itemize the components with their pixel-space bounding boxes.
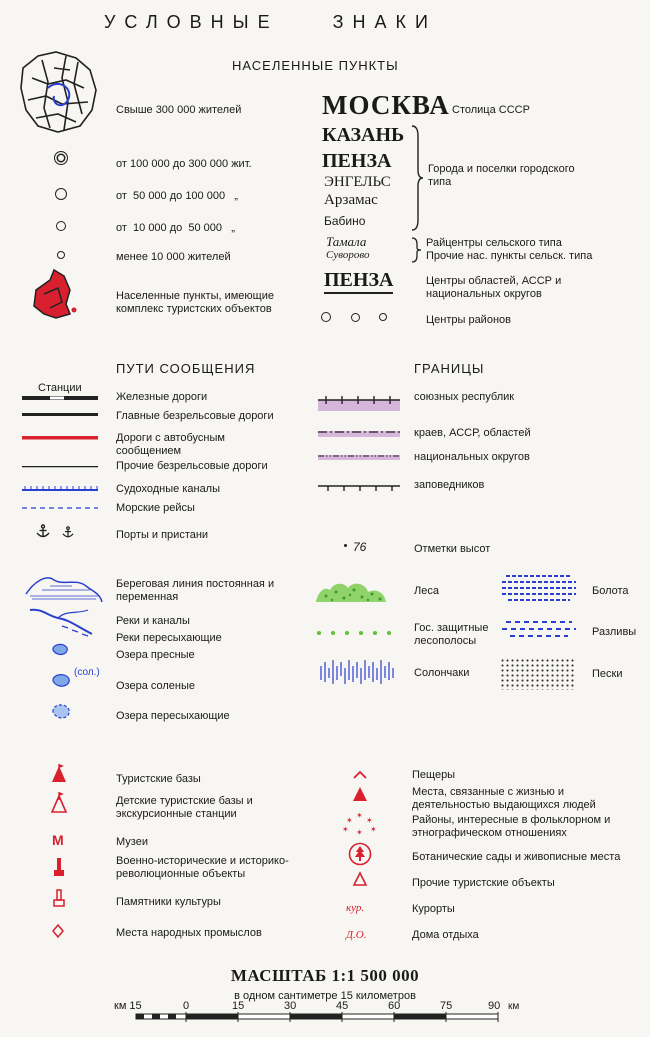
famous-people-icon bbox=[352, 786, 368, 802]
tour-rest-homes: Дома отдыха bbox=[412, 929, 479, 941]
tourist-city-icon bbox=[30, 268, 78, 320]
anchor-small-icon bbox=[62, 526, 74, 538]
tour-children-bases: Детские туристские базы и экскурсионные станции bbox=[116, 795, 253, 820]
canal-icon bbox=[22, 483, 98, 493]
tour-crafts: Места народных промыслов bbox=[116, 927, 262, 939]
river-icon bbox=[28, 604, 98, 638]
stations-label: Станции bbox=[38, 382, 82, 394]
scale-tick-45: 45 bbox=[336, 1000, 349, 1012]
size-100k-300k: от 100 000 до 300 000 жит. bbox=[116, 158, 252, 170]
region-centers-label: Центры областей, АССР и национальных округов bbox=[426, 275, 562, 300]
forest-icon bbox=[314, 578, 388, 604]
district-center-icon-1 bbox=[321, 312, 331, 322]
scale-unit-right: км bbox=[508, 1001, 520, 1012]
military-monument-icon bbox=[52, 856, 66, 878]
rural-other-label: Прочие нас. пункты сельск. типа bbox=[426, 250, 593, 262]
district-border-icon bbox=[318, 453, 400, 461]
routes-header: ПУТИ СООБЩЕНИЯ bbox=[116, 361, 256, 376]
district-center-icon-3 bbox=[379, 313, 387, 321]
flood-icon bbox=[500, 618, 578, 638]
swamp-icon bbox=[500, 572, 578, 602]
hydro-shoreline: Береговая линия постоянная и переменная bbox=[116, 578, 275, 603]
rural-centers-label: Райцентры сельского типа bbox=[426, 237, 562, 249]
tour-museums: Музеи bbox=[116, 836, 148, 848]
circle-icon-under-10k bbox=[57, 251, 65, 259]
veg-salt-marshes: Солончаки bbox=[414, 667, 470, 679]
svg-text:✶: ✶ bbox=[346, 816, 353, 825]
other-objects-icon bbox=[352, 871, 368, 887]
tour-botanical: Ботанические сады и живописные места bbox=[412, 851, 621, 863]
height-point-icon bbox=[344, 544, 347, 547]
fresh-lake-icon bbox=[50, 642, 70, 658]
legend-title: УСЛОВНЫЕ ЗНАКИ bbox=[104, 12, 437, 32]
svg-text:✶: ✶ bbox=[356, 828, 363, 837]
route-bus-road: Дороги с автобусным сообщением bbox=[116, 432, 225, 457]
sample-babino: Бабино bbox=[324, 214, 366, 228]
shelterbelt-icon bbox=[316, 630, 396, 636]
tour-other: Прочие туристские объекты bbox=[412, 877, 555, 889]
cities-label: Города и поселки городского типа bbox=[428, 163, 575, 188]
district-centers-label: Центры районов bbox=[426, 314, 511, 326]
tour-resorts: Курорты bbox=[412, 903, 455, 915]
rest-home-icon: Д.О. bbox=[346, 929, 367, 941]
borders-header: ГРАНИЦЫ bbox=[414, 361, 485, 376]
scale-tick-15: 15 bbox=[232, 1000, 245, 1012]
height-value: 76 bbox=[353, 540, 367, 554]
sample-penza: ПЕНЗА bbox=[322, 150, 392, 172]
reserve-border-icon bbox=[318, 482, 400, 492]
sand-icon bbox=[500, 658, 576, 690]
circle-icon-50k-100k bbox=[55, 188, 67, 200]
sea-route-icon bbox=[22, 506, 98, 510]
region-border-icon bbox=[318, 428, 400, 438]
sample-arzamas: Арзамас bbox=[324, 192, 378, 208]
border-union: союзных республик bbox=[414, 391, 515, 403]
size-10k-50k: от 10 000 до 50 000 „ bbox=[116, 222, 235, 234]
tour-bases: Туристские базы bbox=[116, 773, 201, 785]
sample-penza-region: ПЕНЗА bbox=[324, 268, 393, 294]
anchor-icon bbox=[36, 524, 50, 538]
hydro-fresh-lakes: Озера пресные bbox=[116, 649, 195, 661]
children-base-icon bbox=[50, 792, 68, 816]
scale-unit-left: км 15 bbox=[114, 1000, 142, 1012]
svg-text:✶: ✶ bbox=[342, 825, 349, 834]
crafts-icon bbox=[52, 924, 64, 938]
sample-tamala: Тамала bbox=[326, 234, 367, 249]
capital-label: Столица СССР bbox=[452, 104, 530, 116]
tour-military-objects: Военно-исторические и историко-революционные объекты bbox=[116, 855, 289, 880]
scale-title: МАСШТАБ 1:1 500 000 bbox=[230, 966, 420, 985]
tour-folklore: Районы, интересные в фольклорном и этнографическом отношениях bbox=[412, 814, 611, 839]
hydro-rivers-dry: Реки пересыхающие bbox=[116, 632, 222, 644]
union-border-icon bbox=[318, 396, 400, 412]
route-main-road: Главные безрельсовые дороги bbox=[116, 410, 274, 422]
veg-sands: Пески bbox=[592, 668, 623, 680]
hydro-dry-lakes: Озера пересыхающие bbox=[116, 710, 230, 722]
route-ports: Порты и пристани bbox=[116, 529, 209, 541]
salt-lake-label: (сол.) bbox=[74, 667, 100, 678]
other-road-icon bbox=[22, 465, 98, 469]
scale-tick-75: 75 bbox=[440, 1000, 453, 1012]
sample-moskva: МОСКВА bbox=[322, 90, 450, 120]
svg-text:✶: ✶ bbox=[370, 825, 377, 834]
tour-famous-people: Места, связанные с жизнью и деятельностью выдающихся людей bbox=[412, 786, 596, 811]
brace-cities bbox=[410, 124, 424, 232]
salt-lake-icon bbox=[50, 672, 72, 690]
brace-rural bbox=[410, 236, 422, 264]
circle-icon-100k-300k bbox=[54, 151, 68, 165]
dry-lake-icon bbox=[50, 702, 72, 722]
route-sea: Морские рейсы bbox=[116, 502, 195, 514]
route-canal: Судоходные каналы bbox=[116, 483, 221, 495]
scale-tick-60: 60 bbox=[388, 1000, 401, 1012]
scale-bar bbox=[136, 1012, 498, 1024]
scale-tick-0: 0 bbox=[183, 1000, 190, 1012]
route-railway: Железные дороги bbox=[116, 391, 208, 403]
culture-monument-icon bbox=[52, 888, 66, 908]
sample-engels: ЭНГЕЛЬС bbox=[324, 174, 391, 190]
scale-tick-30: 30 bbox=[284, 1000, 297, 1012]
cave-icon bbox=[352, 770, 368, 780]
size-50k-100k: от 50 000 до 100 000 „ bbox=[116, 190, 238, 202]
settlements-header: НАСЕЛЕННЫЕ ПУНКТЫ bbox=[232, 58, 399, 73]
folklore-icon bbox=[342, 810, 378, 836]
sample-kazan: КАЗАНЬ bbox=[322, 124, 405, 146]
salt-marsh-icon bbox=[318, 656, 396, 686]
railway-icon bbox=[22, 394, 98, 402]
museum-icon: М bbox=[52, 832, 64, 848]
veg-shelterbelts: Гос. защитные лесополосы bbox=[414, 622, 489, 647]
sample-suvorovo: Суворово bbox=[326, 249, 370, 261]
border-region: краев, АССР, областей bbox=[414, 427, 531, 439]
botanical-garden-icon bbox=[348, 842, 372, 866]
svg-text:✶: ✶ bbox=[366, 816, 373, 825]
route-other-road: Прочие безрельсовые дороги bbox=[116, 460, 268, 472]
district-center-icon-2 bbox=[351, 313, 360, 322]
resort-icon: кур. bbox=[346, 902, 365, 914]
shoreline-icon bbox=[24, 572, 104, 604]
tour-culture-monuments: Памятники культуры bbox=[116, 896, 221, 908]
heights-label: Отметки высот bbox=[414, 543, 491, 555]
border-reserve: заповедников bbox=[414, 479, 485, 491]
tour-caves: Пещеры bbox=[412, 769, 456, 781]
hydro-salt-lakes: Озера соленые bbox=[116, 680, 196, 692]
svg-text:✶: ✶ bbox=[356, 811, 363, 820]
border-district: национальных округов bbox=[414, 451, 530, 463]
veg-floods: Разливы bbox=[592, 626, 637, 638]
tourist-complex-label: Населенные пункты, имеющие комплекс туристских объектов bbox=[116, 290, 274, 315]
size-under-10k: менее 10 000 жителей bbox=[116, 251, 231, 263]
size-over-300k: Свыше 300 000 жителей bbox=[116, 104, 242, 116]
scale-subtitle: в одном сантиметре 15 километров bbox=[234, 990, 416, 1002]
bus-road-icon bbox=[22, 435, 98, 441]
city-plan-icon bbox=[18, 48, 100, 136]
veg-forests: Леса bbox=[414, 585, 439, 597]
circle-icon-10k-50k bbox=[56, 221, 66, 231]
hydro-rivers: Реки и каналы bbox=[116, 615, 190, 627]
scale-tick-90: 90 bbox=[488, 1000, 501, 1012]
tourist-base-icon bbox=[50, 764, 68, 786]
main-road-icon bbox=[22, 412, 98, 418]
veg-swamps: Болота bbox=[592, 585, 629, 597]
